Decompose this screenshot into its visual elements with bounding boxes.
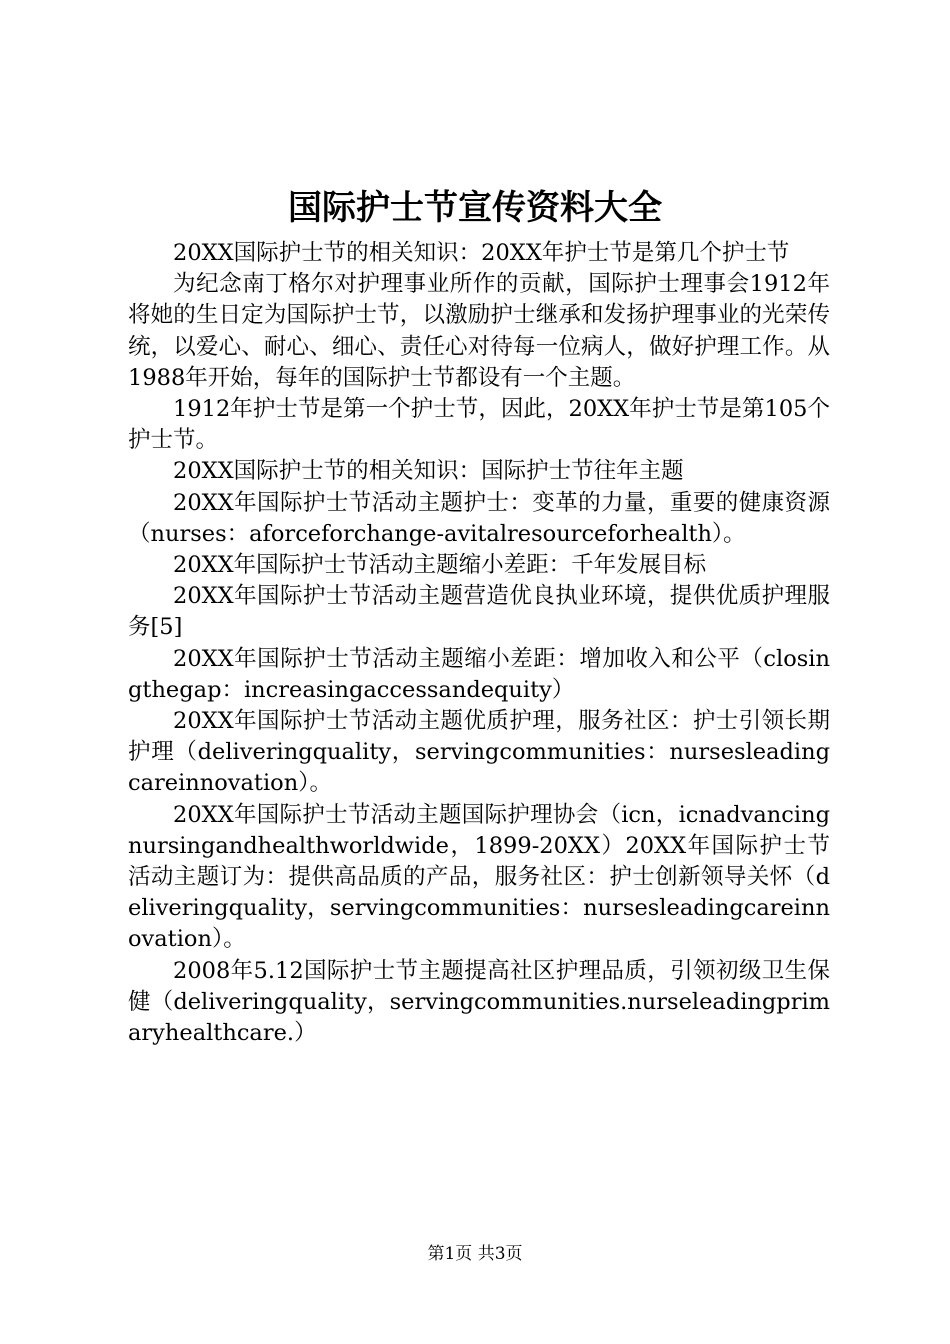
document-body	[128, 238, 830, 1049]
paragraph-8: 20XX年国际护士节活动主题缩小差距：增加收入和公平（closingthegap：increasingaccessandequity）	[128, 645, 830, 703]
paragraph-2: 为纪念南丁格尔对护理事业所作的贡献，国际护士理事会1912年将她的生日定为国际护士节，以激励护士继承和发扬护理事业的光荣传统，以爱心、耐心、细心、责任心对待每一位病人，做好护理工作。从1988年开始，每年的国际护士节都设有一个主题。	[128, 271, 830, 391]
paragraph-9: 20XX年国际护士节活动主题优质护理，服务社区：护士引领长期护理（deliveringquality，servingcommunities：nursesleadingcareinnovation）。	[128, 708, 830, 797]
document-title: 国际护士节宣传资料大全	[288, 188, 662, 228]
paragraph-11: 2008年5.12国际护士节主题提高社区护理品质，引领初级卫生保健（deliveringquality，servingcommunities.nurseleadingprimaryhealthcare.）	[128, 957, 830, 1047]
paragraph-6: 20XX年国际护士节活动主题缩小差距：千年发展目标	[173, 552, 707, 579]
paragraph-1: 20XX国际护士节的相关知识：20XX年护士节是第几个护士节	[173, 240, 790, 266]
paragraph-4: 20XX国际护士节的相关知识：国际护士节往年主题	[173, 458, 684, 485]
paragraph-3: 1912年护士节是第一个护士节，因此，20XX年护士节是第105个护士节。	[128, 396, 830, 454]
paragraph-7: 20XX年国际护士节活动主题营造优良执业环境，提供优质护理服务[5]	[128, 583, 830, 641]
paragraph-10: 20XX年国际护士节活动主题国际护理协会（icn，icnadvancingnursingandhealthworldwide，1899-20XX）20XX年国际护士节活动主题订为：提供高品质的产品，服务社区：护士创新领导关怀（deliveringquality，servingcommunities：nursesleadingcareinnovation）。	[128, 801, 830, 953]
page-footer: 第1页 共3页	[427, 1244, 523, 1264]
paragraph-5: 20XX年国际护士节活动主题护士：变革的力量，重要的健康资源（nurses：aforceforchange-avitalresourceforhealth）。	[128, 489, 830, 547]
